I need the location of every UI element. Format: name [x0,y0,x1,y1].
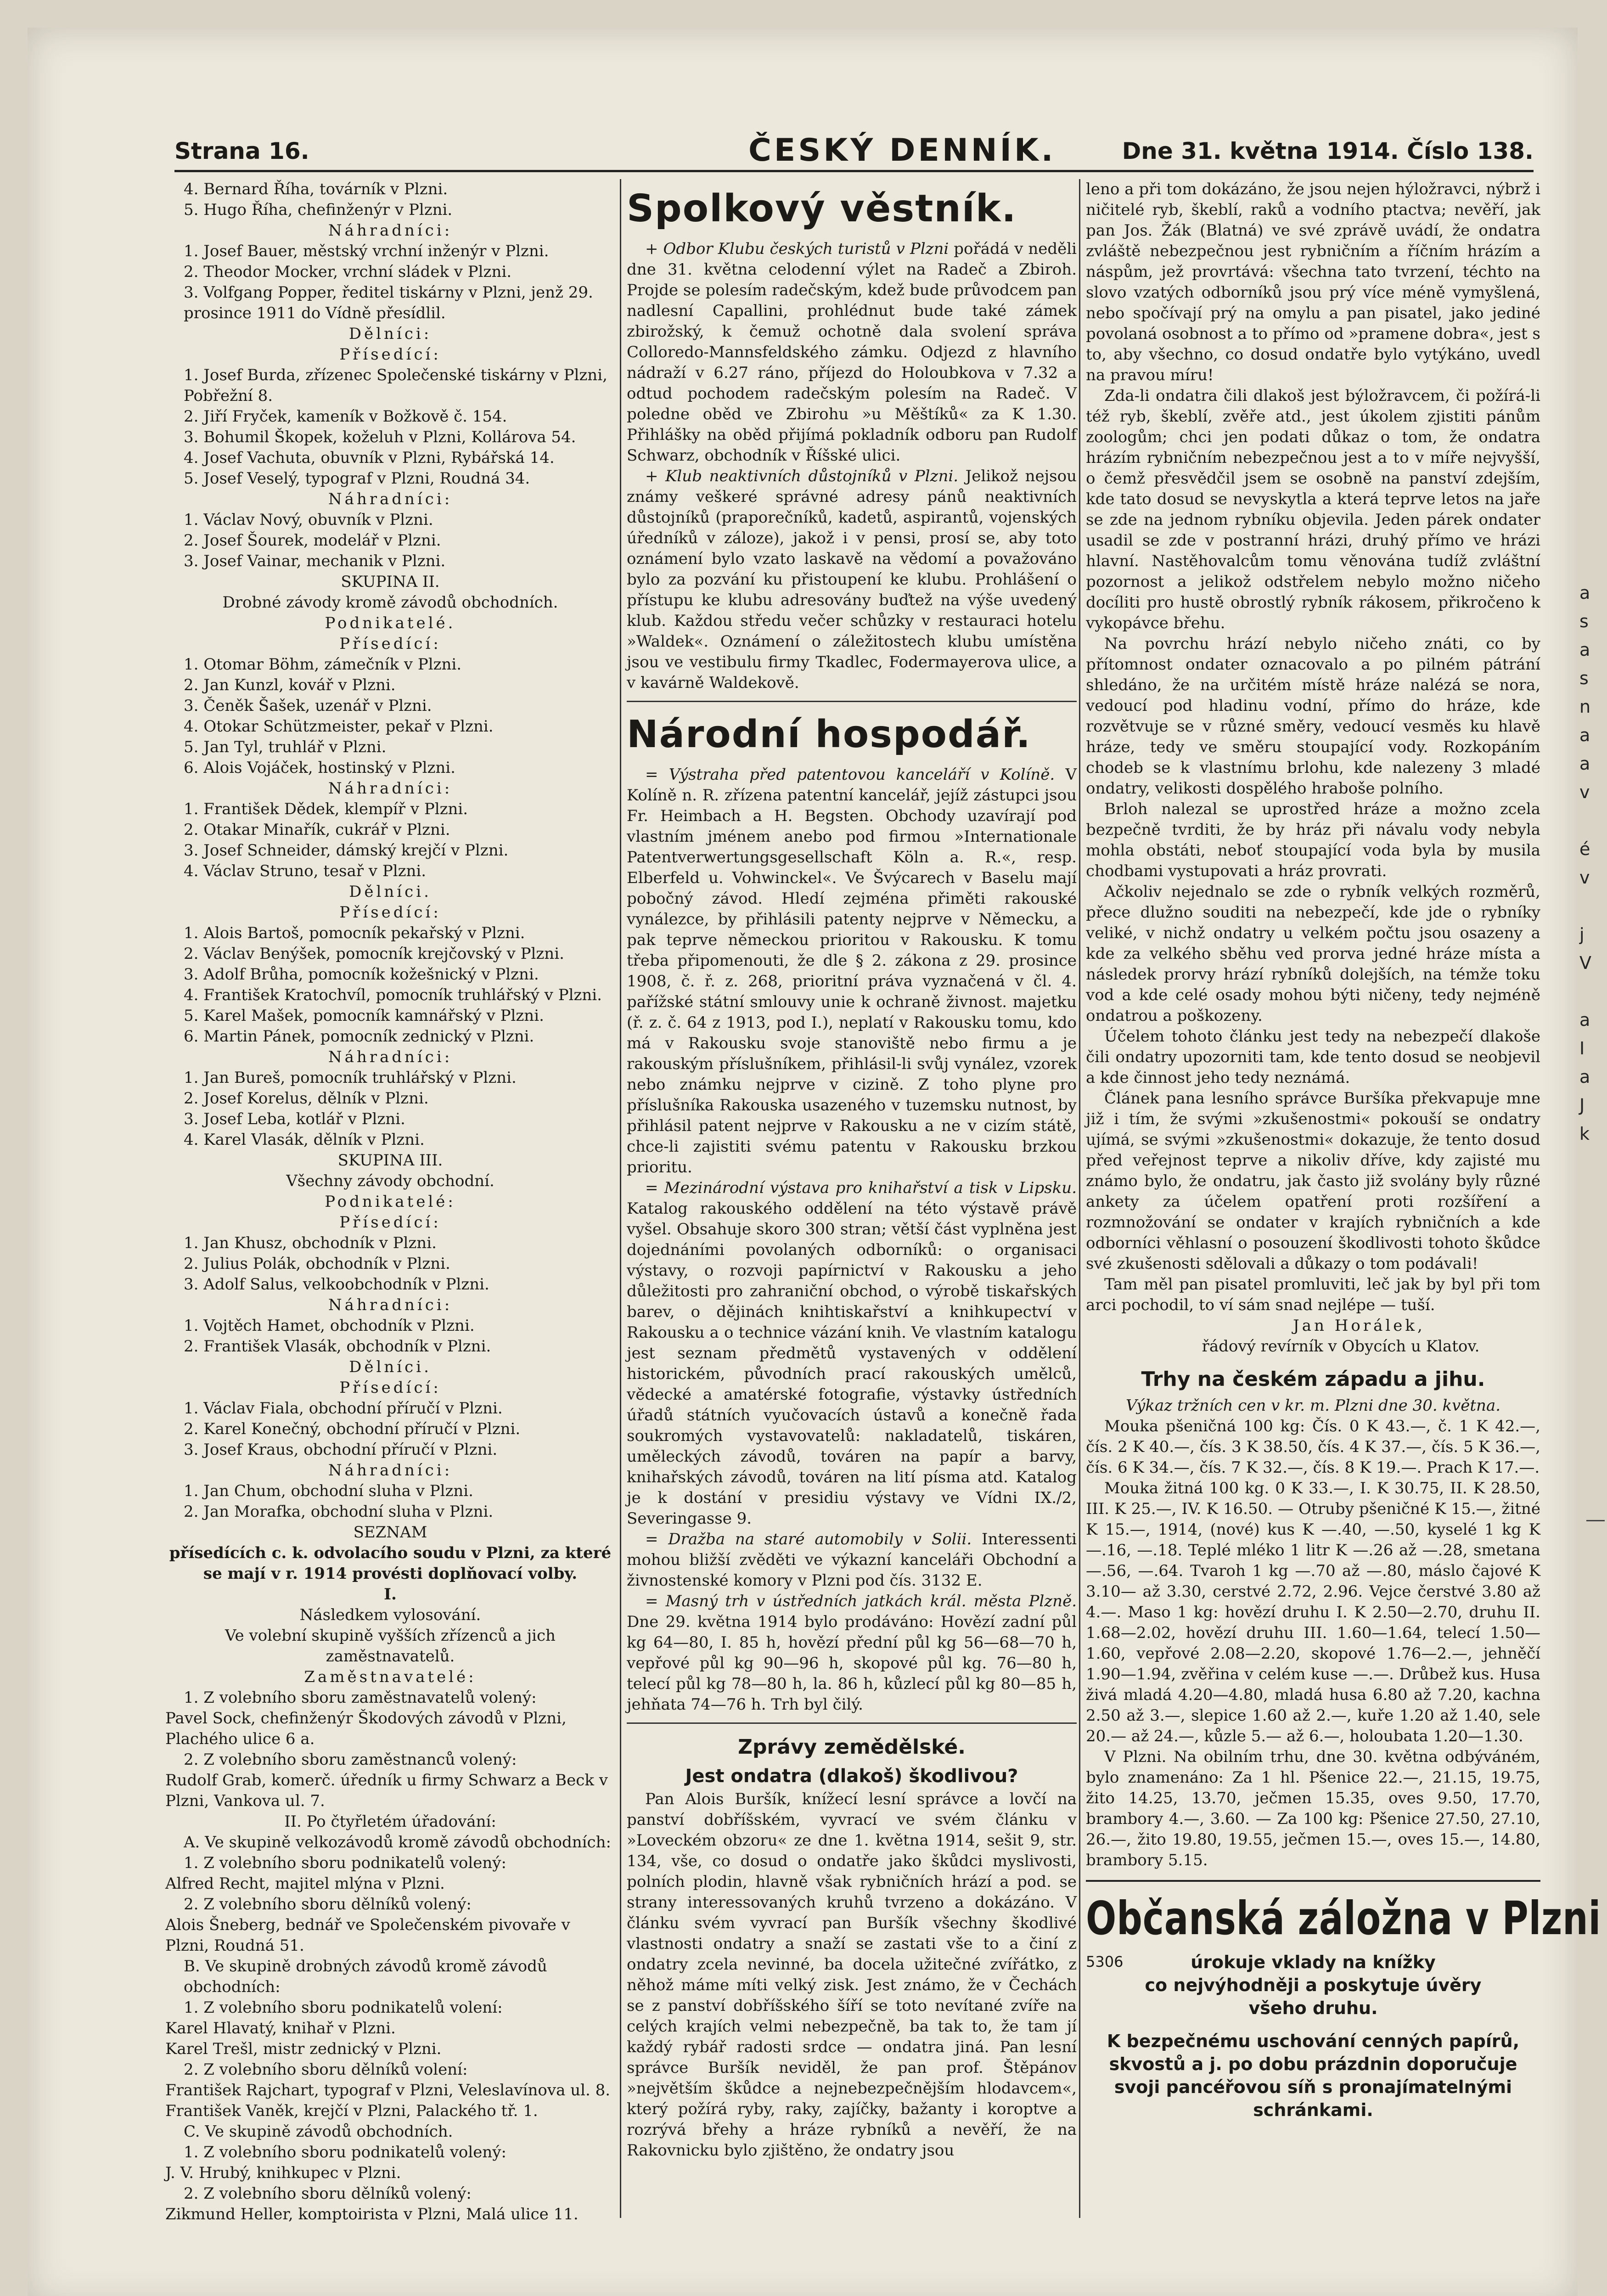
list-item: Náhradníci: [328,490,453,508]
club-notices [627,239,1077,693]
list-item: Přísedící: [339,345,441,364]
market-prices: V Plzni. Na obilním trhu, dne 30. května odbýváném, bylo znamenáno: Za 1 hl. Pšenice 22.—, 21.15, 19.75, žito 14.25, 13.70, ječmen 15.35, oves 9.50, 17.70, brambory 4.—, 3.60. — Za 100 kg: Pšenice 27.50, 27.10, 26.—, žito 19.80, 19.55, ječmen 15.—, oves 15.—, 14.80, brambory 5.15. [1086,1748,1540,1869]
edge-letter [1579,892,1607,920]
list-item: 2. Jan Kunzl, kovář v Plzni. [184,676,396,694]
column-divider [1079,179,1080,2218]
edge-letter: a [1579,1067,1590,1087]
article-text: Brloh nalezal se uprostřed hráze a možno zcela bezpečně tvrditi, že by hráz při návalu vody nebyla mohla obstáti, neboť stoupající voda byla by musila chodbami vystupovati a hráz provrati. [1086,800,1540,880]
list-item: 3. Adolf Salus, velkoobchodník v Plzni. [184,1275,489,1294]
article-text: Ačkoliv nejednalo se zde o rybník velkých rozměrů, přece dlužno souditi na nebezpečí, kde jde o rybníky veliké, v nichž ondatry u velkém počtu jsou osazeny a kde za velkého sběhu ved prorva jedné hráze místa a následek prorvy hrází rybníků dolejších, na témže toku vod a kde celé osady mohou býti ničeny, tedy nejméně ondatrou a poškozeny. [1086,883,1540,1025]
list-item: Následkem vylosování. [299,1606,481,1624]
notice-lead: + Klub neaktivních důstojníků v Plzni. [645,467,966,485]
list-item: 3. Čeněk Šašek, uzenář v Plzni. [184,697,432,715]
list-item: 2. Otakar Minařík, cukrář v Plzni. [184,821,450,839]
issue-date: Dne 31. května 1914. Číslo 138. [1122,138,1534,164]
notice-text: Katalog rakouského oddělení na této výstavě právě vyšel. Obsahuje skoro 300 stran; větší část vyplněna jest dojednáními povolaných odborníků: o organisaci výstavy, o rozvoji papírnictví v Rakousku a jeho důležitosti pro zahraniční obchod, o výrobě tiskařských barev, o dějinách knihtiskařství a knihkupectví v Rakousku a o technice vázání knih. Ve vlastním katalogu jest seznam předmětů vystavených v oddělení historickém, původních prací rakouských umělců, vědecké a amatérské fotografie, výstavky ústředních úřadů státních vyučovacích ústavů a konečně řada soukromých vystavovatelů: nakladatelů, tiskáren, uměleckých závodů, továren na papír a barvy, knihařských závodů, továren na lití písma atd. Katalog je k dostání v presidiu výstavy ve Vídni IX./2, Severingasse 9. [627,1199,1077,1528]
list-item: 1. Josef Burda, zřízenec Společenské tiskárny v Plzni, Pobřežní 8. [184,366,607,405]
list-item: 3. Josef Schneider, dámský krejčí v Plzni. [184,841,509,860]
notice-text: Interessenti mohou bližší zvěděti ve výkazní kanceláři Obchodní a živnostenské komory v Plzni pod čís. 3132 E. [627,1530,1077,1590]
list-item: Drobné závody kromě závodů obchodních. [222,593,558,612]
advertisement [1086,1880,1601,2122]
list-item: Dělníci. [349,883,432,901]
edge-letter [1579,806,1607,835]
list-item: 3. Adolf Brůha, pomocník kožešnický v Plzni. [184,965,539,984]
edge-letter: v [1579,867,1590,888]
list-item: 2. Theodor Mocker, vrchní sládek v Plzni. [184,263,512,281]
list-item: 1. Z volebního sboru podnikatelů volený: [184,2143,506,2161]
column-left [165,179,615,2255]
list-item: Zikmund Heller, komptoirista v Plzni, Malá ulice 11. [165,2205,579,2223]
article-title: Jest ondatra (dlakoš) škodlivou? [685,1766,1018,1787]
edge-rule [1586,1520,1605,1521]
section-heading-clubs: Spolkový věstník. [627,187,1017,231]
list-item: 2. Václav Benýšek, pomocník krejčovský v Plzni. [184,945,564,963]
list-item: 4. Bernard Říha, továrník v Plzni. [184,180,448,198]
article-text: Na povrchu hrází nebylo ničeho znáti, co by přítomnost ondater oznacovalo a po pilném pátrání shledáno, že na určitém místě hráze nalézá se nora, vedoucí pod hladinu vodní, přímo do hráze, kde rozvětvuje se v různé směry, vedoucí vesměs ku hlavě hráze, tedy ve směru stoupající vody. Rozkopáním chodeb se k vlastnímu brlohu, kde nalezeny 3 mladé ondatry, velikosti dospělého hraboše polního. [1086,635,1540,798]
signature-name: Jan Horálek, [1293,1317,1425,1335]
list-item: 2. Z volebního sboru dělníků volení: [184,2060,468,2079]
edge-letter: v [1579,782,1590,802]
list-item: 2. Z volebního sboru zaměstnanců volený: [184,1750,517,1769]
divider [627,701,1077,702]
list-item: 2. Karel Konečný, obchodní příručí v Plzni. [184,1420,521,1438]
list-item: 1. Jan Chum, obchodní sluha v Plzni. [184,1482,473,1500]
list-item: 5. Hugo Říha, chefinženýr v Plzni. [184,201,453,219]
list-item: 2. Josef Šourek, modelář v Plzni. [184,531,441,550]
page-header [174,110,1534,172]
list-item: 3. Josef Leba, kotlář v Plzni. [184,1110,405,1128]
list-item: Přísedící: [339,903,441,922]
edge-letter: I [1579,1038,1585,1058]
ad-code: 5306 [1086,1953,1124,1970]
notice-text: V Kolíně n. R. zřízena patentní kancelář, jejíž zástupci jsou Fr. Heimbach a H. Begsten. Obchody uzavírají pod vlastním jménem anebo pod firmou »Internationale Patentverwertungsgesellschaft Köln a. R.«, resp. Elberfeld u. Vohwinckel«. Ve Švýcarech v Baselu mají pobočný závod. Hledí zejména přiměti rakouské vynálezce, by přihlásili patenty nejprve v Německu, a pak teprve německou prioritou v Rakousku. K tomu třeba připomenouti, že dle § 2. zákona z 29. prosince 1908, č. ř. z. 268, prioritní práva vyznačená v čl. 4. pařížské státní smlouvy unie k ochraně živnost. majetku (ř. z. č. 64 z 1913, pod I.), neplatí v Rakousku tomu, kdo má v Rakousku svoje stanoviště nebo firmu a je rakouským příslušníkem, přihlásil-li svůj vynález, vzorek nebo známku nejprve v cizině. Z toho plyne pro příslušníka Rakouska usazeného v tuzemsku nutnost, by přihlásil patent nejprve v Rakousku a ne v cizím státě, chce-li zajistiti svému patentu v Rakousku brzkou prioritu. [627,765,1077,1176]
notice-lead: = Dražba na staré automobily v Solii. [645,1530,982,1548]
list-item: A. Ve skupině velkozávodů kromě závodů obchodních: [184,1833,611,1851]
list-item: 1. Jan Bureš, pomocník truhlářský v Plzni. [184,1069,517,1087]
list-item: Podnikatelé. [325,614,456,632]
edge-letter: V [1579,953,1591,973]
signature-role: řádový revírník v Obycích u Klatov. [1202,1337,1480,1356]
list-item: 1. Z volebního sboru podnikatelů volený: [184,1854,506,1872]
market-subheading: Výkaz tržních cen v kr. m. Plzni dne 30. května. [1125,1396,1501,1415]
list-item: 1. Josef Bauer, městský vrchní inženýr v Plzni. [184,242,549,260]
list-item: 5. Jan Tyl, truhlář v Plzni. [184,738,387,756]
ad-line: úrokuje vklady na knížky [1191,1952,1436,1972]
list-item: František Rajchart, typograf v Plzni, Veleslavínova ul. 8. [165,2081,611,2099]
notice-item [627,1591,1077,1715]
list-item: Přísedící: [339,1213,441,1232]
list-item: 3. Volfgang Popper, ředitel tiskárny v Plzni, jenž 29. prosince 1911 do Vídně přesídlil. [184,283,593,322]
market-prices: Mouka žitná 100 kg. 0 K 33.—, I. K 30.75, II. K 28.50, III. K 25.—, IV. K 16.50. — Otruby pšeničné K 15.—, žitné K 15.—, 1914, (nové) kus K —.40, —.50, kyselé 1 kg K —.16, —.18. Teplé mléko 1 litr K —.26 až —.28, smetana —.56, —.64. Tvaroh 1 kg —.70 až —.80, máslo čajové K 3.10— až 3.30, cerstvé 2.72, 2.96. Vejce čerstvé 3.80 až 4.—. Maso 1 kg: hovězí druhu I. K 2.50—2.70, druhu II. 1.68—2.02, hovězí druhu III. 1.60—1.64, telecí 1.50—1.60, vepřové 2.08—2.20, skopové 1.76—2.—, jehněčí 1.90—1.94, zvěřina v celém kuse —.—. Drůbež kus. Husa živá mladá 4.20—4.80, mladá husa 6.80 až 7.20, kachna 2.50 až 3.—, slepice 1.60 až 2.—, kuře 1.20 až 1.40, sele 20.— až 24.—, kůzle 5.— až 6.—, holoubata 1.20—1.30. [1086,1479,1540,1745]
notice-text: pořádá v neděli dne 31. května celodenní výlet na Radeč a Zbiroh. Projde se polesím radečským, kdež bude průvodcem pan nadlesní Capallini, prohlédnut bude také zámek zbirožský, k čemuž ochotně dala svolení správa Colloredo-Mannsfeldského zámku. Odjezd z hlavního nádraží v 6.27 ráno, příjezd do Holoubkova v 7.32 a odtud pochodem radečským polesím na Radeč. V poledne oběd ve Zbirohu »u Měštíků« za K 1.30. Přihlášky na oběd přijímá pokladník odboru pan Rudolf Schwarz, obchodník v Říšské ulici. [627,240,1077,465]
list-item: 1. Jan Khusz, obchodník v Plzni. [184,1234,437,1252]
edge-letter: j [1579,924,1585,945]
list-item: Náhradníci: [328,1048,453,1066]
masthead: ČESKÝ DENNÍK. [748,132,1056,169]
notice-lead: + Odbor Klubu českých turistů v Plzni [645,240,954,258]
list-item: 3. Josef Kraus, obchodní příručí v Plzni. [184,1441,498,1459]
market-heading: Trhy na českém západu a jihu. [1141,1367,1485,1391]
list-item: 3. Josef Vainar, mechanik v Plzni. [184,552,446,570]
ad-line: co nejvýhodněji a poskytuje úvěry všeho druhu. [1145,1975,1482,2018]
list-item: Přísedící: [339,635,441,653]
list-item: František Vaněk, krejčí v Plzni, Palackého tř. 1. [165,2102,538,2120]
list-item: 2. Josef Korelus, dělník v Plzni. [184,1089,429,1108]
list-item: 2. Jan Morafka, obchodní sluha v Plzni. [184,1503,494,1521]
list-item: 2. Julius Polák, obchodník v Plzni. [184,1255,450,1273]
list-item: Pavel Sock, chefinženýr Škodových závodů v Plzni, Plachého ulice 6 a. [165,1709,567,1748]
list-item: Podnikatelé: [325,1193,456,1211]
notice-item [627,1178,1077,1529]
edge-letter [1579,977,1607,1006]
column-right [1086,179,1601,2255]
edge-letter: é [1579,839,1590,859]
list-item: 5. Josef Veselý, typograf v Plzni, Roudná 34. [184,469,530,488]
list-item: Náhradníci: [328,1461,453,1480]
list-item: II. Po čtyřletém úřadování: [284,1812,496,1831]
notice-item [627,466,1077,693]
list-item: Všechny závody obchodní. [286,1172,494,1190]
list-item: 5. Karel Mašek, pomocník kamnářský v Plzni. [184,1007,544,1025]
list-item: přísedících c. k. odvolacího soudu v Plzni, za které se mají v r. 1914 provésti doplňovací volby. [169,1544,612,1583]
article-text: Pan Alois Buršík, knížecí lesní správce a lovčí na panství dobříšském, vyvrací ve svém článku v »Loveckém obzoru« ze dne 1. května 1914, sešit 9, str. 134, vše, co dosud o ondatře jako škůdci myslivosti, polních plodin, hlavně však rybničních hrází a pod. se strany interessovaných kruhů tvrzeno a dokázáno. V článku svém vyvrací pan Buršík všechny škodlivé vlastnosti ondatry a snaží se zastati vše to a činí z ondatry zcela nevinné, ba docela užitečné zvířátko, z něhož máme míti velký zisk. Jest známo, že v Čechách se z panství dobříšského šíří se toto nevítané zvíře na celých krajích velmi nebezpečně, ba tak to, že tam jí každý rybář radosti srdce — ondatra jiná. Pan lesní správce Buršík neviděl, že pan prof. Štěpánov »největším škůdce a nejnebezpečnějším hlodavcem«, který požírá ryby, raky, zajíčky, bažanty i koroptve a rozrývá břehy a hráze rybníků a nevěří, že na Rakovnicku bylo zjištěno, že ondatry jsou [627,1790,1077,2160]
article-text: Článek pana lesního správce Buršíka překvapuje mne již i tím, že svými »zkušenostmi« pokouší se ondatry ujímá, se svými »zkušenostmi« dokazuje, že tento dosud před veřejnost teprve a nikoliv dříve, kdy zajisté mu známo bylo, že ondatru, jak často již svolány byly různé ankety za účelem opatření proti rozšíření a rozmnožování se ondater v krajích rybničních a kde odborníci věhlasní o posouzení škodlivosti tohoto škůdce své zkušenosti sdělovali a důkazy o tom podávali! [1086,1089,1540,1273]
list-item: Náhradníci: [328,221,453,240]
list-item: 6. Alois Vojáček, hostinský v Plzni. [184,759,455,777]
edge-letter: a [1579,583,1590,603]
list-item: SKUPINA II. [341,573,440,591]
list-item: Přísedící: [339,1379,441,1397]
article-text: Tam měl pan pisatel promluviti, leč jak by byl při tom arci pochodil, to ví sám snad nejlépe — tuší. [1086,1275,1540,1314]
divider [627,1722,1077,1724]
notice-item [627,765,1077,1178]
article-text: Účelem tohoto článku jest tedy na nebezpečí dlakoše čili ondatry upozorniti tam, kde tento dosud se neobjevil a kde činnost jeho tedy neznámá. [1086,1027,1540,1087]
list-item: 1. Václav Nový, obuvník v Plzni. [184,511,433,529]
edge-letter: a [1579,725,1590,745]
list-item: 4. Josef Vachuta, obuvník v Plzni, Rybářská 14. [184,449,555,467]
list-item: I. [384,1585,397,1604]
economy-notices [627,765,1077,1715]
list-item: 2. Z volebního sboru dělníků volený: [184,2184,472,2203]
column-middle [627,179,1077,2255]
list-item: 1. Alois Bartoš, pomocník pekařský v Plzni. [184,924,525,942]
adjacent-page-edge [1579,579,1607,1148]
list-item: Dělníci. [349,1358,432,1376]
list-item: C. Ve skupině závodů obchodních. [184,2122,453,2141]
newspaper-page [28,28,1601,2296]
list-item: B. Ve skupině drobných závodů kromě závodů obchodních: [184,1957,547,1996]
list-item: 1. Z volebního sboru zaměstnavatelů volený: [184,1688,537,1707]
list-item: SKUPINA III. [337,1151,443,1170]
list-item: Ve volební skupině vyšších zřízenců a jich zaměstnavatelů. [225,1626,556,1666]
notice-text: Dne 29. května 1914 bylo prodáváno: Hovězí zadní půl kg 64—80, I. 85 h, hovězí přední půl kg 56—68—70 h, vepřové půl kg 90—96 h, skopové půl kg. 76—80 h, telecí půl kg 78—80 h, la. 86 h, kůzlecí půl kg 80—85 h, jehňata 74—76 h. Trh byl čilý. [627,1613,1077,1714]
edge-letter: n [1579,697,1591,717]
list-item: Náhradníci: [328,779,453,798]
list-item: 6. Martin Pánek, pomocník zednický v Plzni. [184,1027,534,1046]
list-item: Náhradníci: [328,1296,453,1314]
list-item: Karel Trešl, mistr zednický v Plzni. [165,2040,442,2058]
notice-item [627,239,1077,466]
list-item: 4. Otokar Schützmeister, pekař v Plzni. [184,717,494,736]
article-text: leno a při tom dokázáno, že jsou nejen hýložravci, nýbrž i ničitelé ryb, škeblí, raků a vodního ptactva; nevěří, jak pan Jos. Žák (Blatná) ve své zprávě uvádí, že ondatra zvláště nebezpečnou jest rybničním a říčním hrázím a náspům, jež provrtává: všechna tato tvrzení, téchto na slovo vzatých odborníků jsou prý více méně vymyšlená, nebo spočívají prý na omylu a pan pisatel, jako jediné povolaná osobnost a to přímo od »pramene dobra«, jest s to, aby všechno, co dosud ondatře bylo vytýkáno, uvedl na pravou míru! [1086,180,1540,384]
notice-text: Jelikož nejsou známy veškeré správné adresy pánů neaktivních důstojníků (praporečníků, kadetů, aspirantů, vojenských úředníků v záloze), jakož i v pensi, prosí se, aby toto oznámení bylo vzato laskavě na vědomí a považováno bylo za pozvání ku přistoupení ke klubu. Prohlášení o přístupu ke klubu adresovány buďtež na výše uvedený klub. Každou středu večer schůzky v restauraci hotelu »Waldek«. Oznámení o záležitostech klubu umístěna jsou ve vestibulu firmy Tkadlec, Fodermayerova ulice, a v kavárně Waldekově. [627,467,1077,692]
list-item: 4. František Kratochvíl, pomocník truhlářský v Plzni. [184,986,602,1004]
list-item: Dělníci: [348,325,432,343]
list-item: 2. Jiří Fryček, kameník v Božkově č. 154. [184,407,507,426]
column-divider [620,179,621,2218]
ad-title: Občanská záložna v Plzni [1086,1891,1601,1945]
list-item: 1. Z volebního sboru podnikatelů volení: [184,1998,503,2017]
article-text: Zda-li ondatra čili dlakoš jest býložravcem, či požírá-li též ryb, škeblí, zvěře atd., jest úkolem zjistiti pánům zoologům; chci jen podati důkaz o tom, že ondatra hrázím rybničním nebezpečnou jest a to v míře nejvyšší, o čemž přesvědčil jsem se osobně na panství zdejším, kde tato dosud se nevyskytla a která teprve letos na jaře se zde na jednom rybníku objevila. Jeden párek ondater usadil se zde v postranní hrázi, druhý přímo ve hrázi hlavní. Nastěhovalcům tomu věnována tudíž zvláštní pozornost a jelikož odstřelem nebylo možno ničeho docíliti pro hustě obrostlý rybník rákosem, přikročeno k vykopávce břehu. [1086,387,1540,632]
edge-letter: s [1579,611,1589,631]
list-item: Alfred Recht, majitel mlýna v Plzni. [165,1874,445,1893]
list-item: 4. Václav Struno, tesař v Plzni. [184,862,427,880]
list-item: Karel Hlavatý, knihař v Plzni. [165,2019,396,2037]
list-item: 2. Z volebního sboru dělníků volený: [184,1895,472,1913]
list-item: 1. František Dědek, klempíř v Plzni. [184,800,468,818]
edge-letter: s [1579,668,1589,688]
list-item: 3. Bohumil Škopek, koželuh v Plzni, Kollárova 54. [184,428,576,446]
list-item: Rudolf Grab, komerč. úředník u firmy Schwarz a Beck v Plzni, Vankova ul. 7. [165,1771,608,1810]
list-item: J. V. Hrubý, knihkupec v Plzni. [165,2164,401,2182]
notice-lead: = Masný trh v ústředních jatkách král. města Plzně. [645,1592,1077,1610]
section-heading-economy: Národní hospodář. [627,713,1031,756]
ad-line: K bezpečnému uschování cenných papírů, skvostů a j. po dobu prázdnin doporučuje svoji pancéřovou síň s pronajímatelnými schránkami. [1107,2031,1520,2120]
list-item: Alois Šneberg, bednář ve Společenském pivovaře v Plzni, Roudná 51. [165,1916,570,1955]
page-number: Strana 16. [174,138,309,164]
list-item: 2. František Vlasák, obchodník v Plzni. [184,1337,491,1356]
section-heading-agriculture: Zprávy zemědělské. [738,1735,966,1759]
list-item: 1. Václav Fiala, obchodní příručí v Plzni. [184,1399,503,1418]
edge-letter: a [1579,1010,1590,1030]
list-item: SEZNAM [353,1523,427,1542]
edge-letter: a [1579,754,1590,774]
list-item: 1. Otomar Böhm, zámečník v Plzni. [184,655,462,674]
edge-letter: a [1579,640,1590,660]
edge-letter: k [1579,1124,1590,1144]
list-item: Zaměstnavatelé: [304,1668,477,1686]
notice-lead: = Mezinárodní výstava pro knihařství a tisk v Lipsku. [645,1179,1077,1197]
market-prices: Mouka pšeničná 100 kg: Čís. 0 K 43.—, č. 1 K 42.—, čís. 2 K 40.—, čís. 3 K 38.50, čís. 4 K 37.—, čís. 5 K 36.—, čís. 6 K 34.—, čís. 7 K 32.—, čís. 8 K 19.—. Prach K 17.—. [1086,1417,1540,1477]
notice-item [627,1529,1077,1591]
list-item: 1. Vojtěch Hamet, obchodník v Plzni. [184,1317,475,1335]
list-item: 4. Karel Vlasák, dělník v Plzni. [184,1131,425,1149]
edge-letter: J [1579,1095,1585,1115]
notice-lead: = Výstraha před patentovou kanceláří v Kolíně. [645,765,1066,784]
